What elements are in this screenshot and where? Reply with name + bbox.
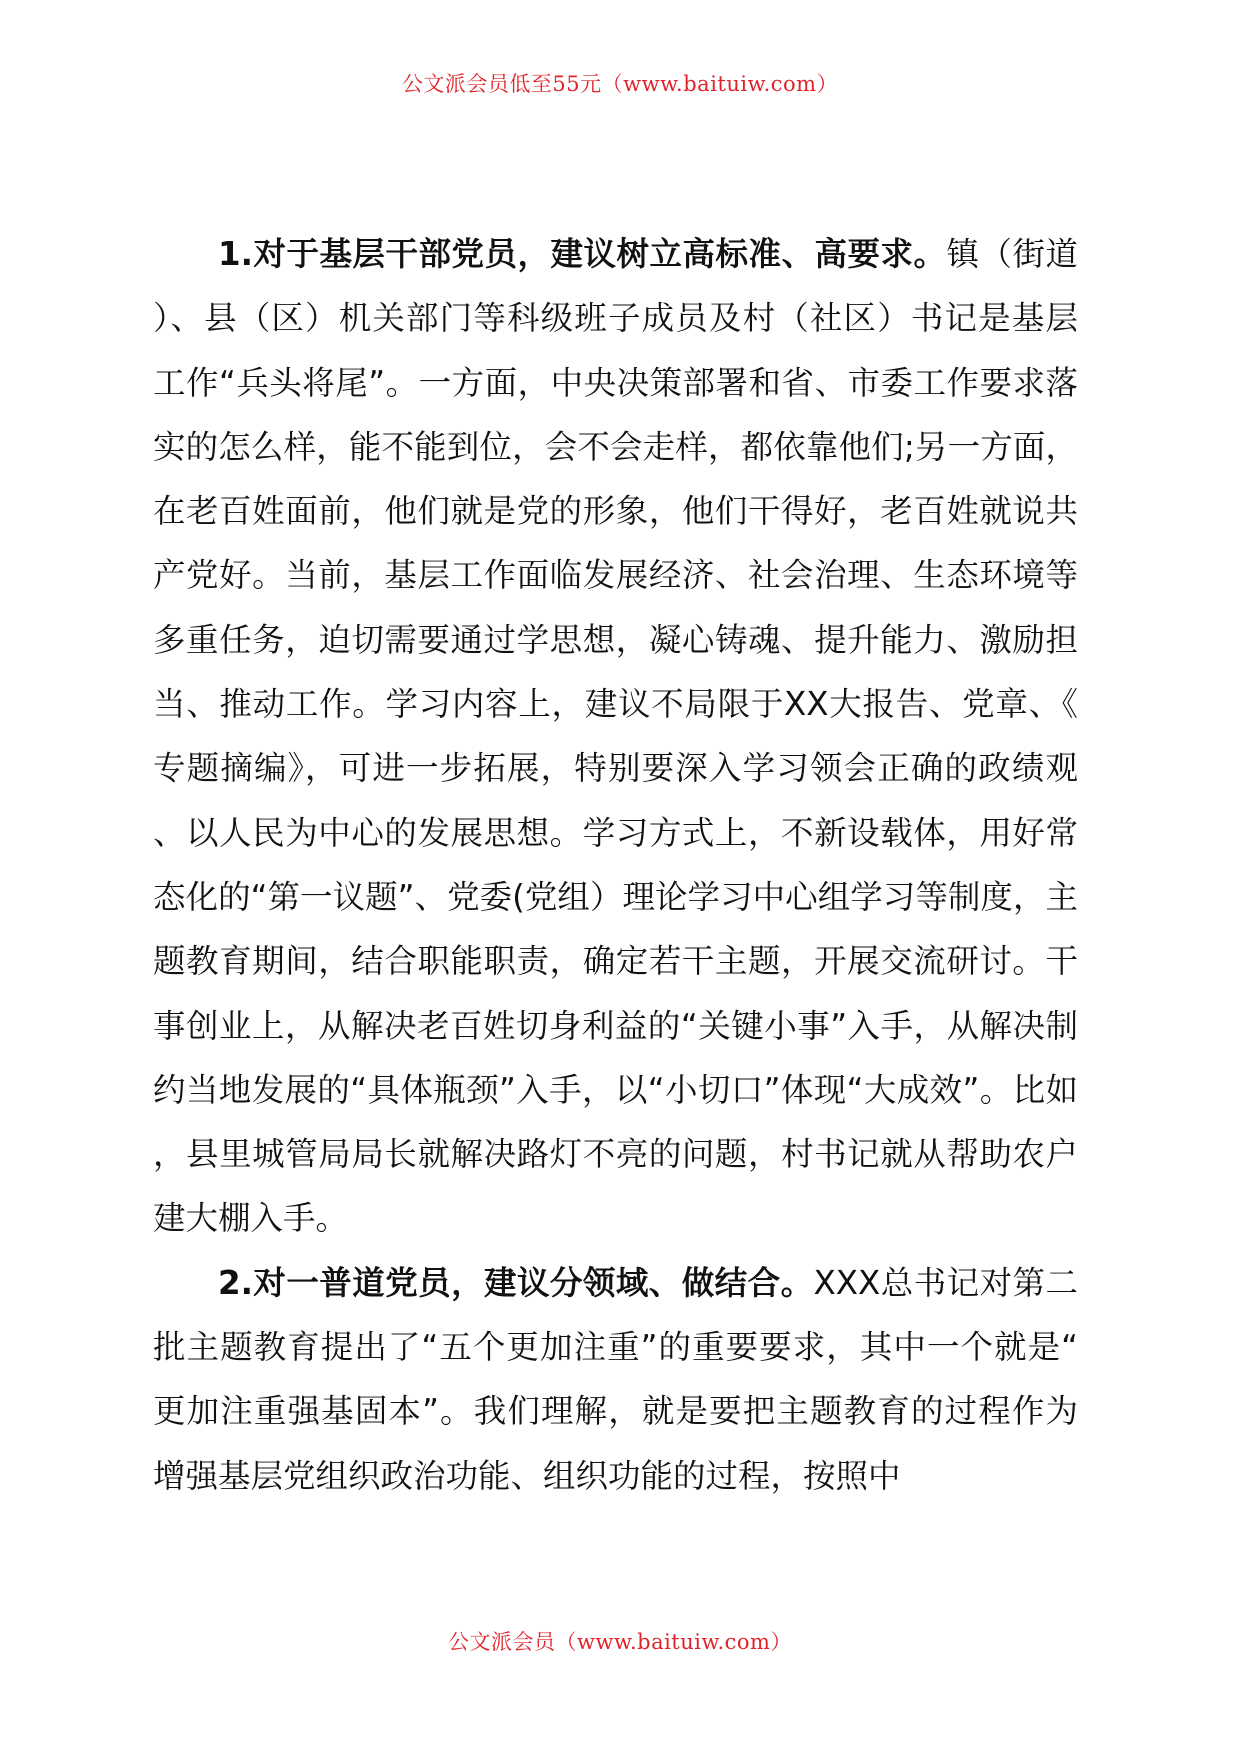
paragraph-1-lead: 1.对于基层干部党员，建议树立高标准、高要求。 <box>218 235 947 273</box>
footer-watermark-banner: 公文派会员（www.baituiw.com） <box>448 1630 792 1654</box>
paragraph-1 <box>153 222 1078 1251</box>
paragraph-2 <box>153 1251 1078 1508</box>
header-watermark-banner: 公文派会员低至55元（www.baituiw.com） <box>401 72 839 96</box>
paragraph-2-body: XXX总书记对第二批主题教育提出了“五个更加注重”的重要要求，其中一个就是“更加注重强基固本”。我们理解，就是要把主题教育的过程作为增强基层党组织政治功能、组织功能的过程，按照中 <box>153 1263 1078 1495</box>
paragraph-2-lead: 2.对一普道党员，建议分领域、做结合。 <box>218 1263 814 1302</box>
paragraph-1-body: 镇（街道）、县（区）机关部门等科级班子成员及村（社区）书记是基层工作“兵头将尾”。一方面，中央决策部署和省、市委工作要求落实的怎么样，能不能到位，会不会走样，都依靠他们;另一方面，在老百姓面前，他们就是党的形象，他们干得好，老百姓就说共产党好。当前，基层工作面临发展经济、社会治理、生态环境等多重任务，迫切需要通过学思想，凝心铸魂、提升能力、激励担当、推动工作。学习内容上，建议不局限于XX大报告、党章、《专题摘编》，可进一步拓展，特别要深入学习领会正确的政绩观、以人民为中心的发展思想。学习方式上，不新设载体，用好常态化的“第一议题”、党委(党组）理论学习中心组学习等制度，主题教育期间，结合职能职责，确定若干主题，开展交流研讨。干事创业上，从解决老百姓切身利益的“关键小事”入手，从解决制约当地发展的“具体瓶颈”入手，以“小切口”体现“大成效”。比如，县里城管局局长就解决路灯不亮的问题，村书记就从帮助农户建大棚入手。 <box>153 235 1078 1238</box>
document-body <box>153 222 1078 1508</box>
